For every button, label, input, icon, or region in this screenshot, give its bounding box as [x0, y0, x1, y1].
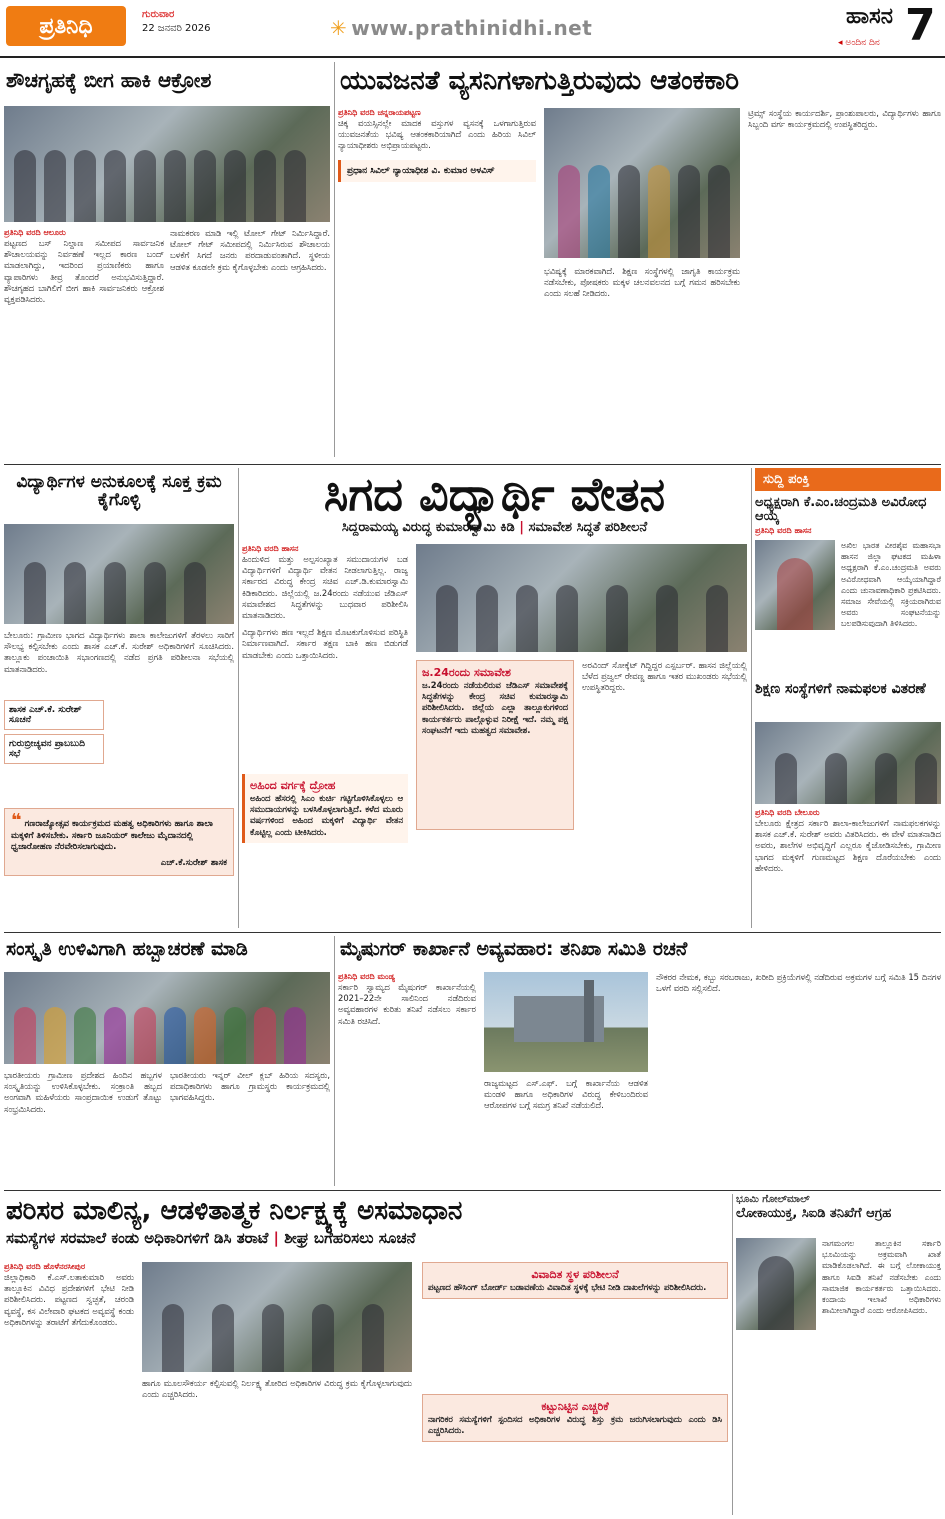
portrait-photo	[755, 540, 835, 630]
info-box-title: ಜ.24ರಂದು ಸಮಾವೇಶ	[422, 666, 511, 679]
story-kicker: ಭೂಮಿ ಗೋಲ್‌ಮಾಲ್	[736, 1194, 810, 1205]
story-headline[interactable]: ಸಂಸ್ಕೃತಿ ಉಳಿವಿಗಾಗಿ ಹಬ್ಬಾಚರಣೆ ಮಾಡಿ	[6, 938, 248, 960]
story-byline: ಪ್ರತಿನಿಧಿ ವರದಿ ಚನ್ನರಾಯಪಟ್ಟಣ	[338, 108, 421, 117]
story-subhead: ಸಮಸ್ಯೆಗಳ ಸರಮಾಲೆ ಕಂಡು ಅಧಿಕಾರಿಗಳಿಗೆ ಡಿಸಿ ತರಾಟೆ | ಶೀಘ್ರ ಬಗೆಹರಿಸಲು ಸೂಚನೆ	[6, 1229, 416, 1248]
story-student-convenience	[4, 468, 234, 928]
story-byline: ಪ್ರತಿನಿಧಿ ವರದಿ ಹೊಳೆನರಸೀಪುರ	[4, 1262, 86, 1271]
story-body: ಪಟ್ಟಣದ ಬಸ್ ನಿಲ್ದಾಣ ಸಮೀಪದ ಸಾರ್ವಜನಿಕ ಶೌಚಾಲಯವನ್ನು ನಿರ್ವಹಣೆ ಇಲ್ಲದ ಕಾರಣ ಬಂದ್ ಮಾಡಲಾಗಿದ್ದು, ಇದರಿಂದ ಪ್ರಯಾಣಿಕರು ಹಾಗೂ ವ್ಯಾಪಾರಿಗಳು ತೀವ್ರ ತೊಂದರೆ ಅನುಭವಿಸುತ್ತಿದ್ದಾರೆ. ಶೌಚಗೃಹದ ಬಾಗಿಲಿಗೆ ಬೀಗ ಹಾಕಿ ಸಾರ್ವಜನಿಕರು ಆಕ್ರೋಶ ವ್ಯಕ್ತಪಡಿಸಿದರು.	[4, 238, 164, 305]
story-body: ರಾಜ್ಯಮಟ್ಟದ ಎಸ್.ಎಫ್. ಬಗ್ಗೆ ಕಾರ್ಖಾನೆಯ ಆಡಳಿತ ಮಂಡಳಿ ಹಾಗೂ ಅಧಿಕಾರಿಗಳ ವಿರುದ್ಧ ಕೇಳಿಬಂದಿರುವ ಆರೋಪಗಳ ಬಗ್ಗೆ ಸಮಗ್ರ ತನಿಖೆ ನಡೆಯಲಿದೆ.	[484, 1078, 648, 1111]
subhead-right: ಶೀಘ್ರ ಬಗೆಹರಿಸಲು ಸೂಚನೆ	[284, 1229, 416, 1248]
info-box	[416, 660, 574, 830]
issue-date-text: 22 ಜನವರಿ 2026	[142, 23, 211, 34]
story-body: ಹಾಗೂ ಮೂಲಸೌಕರ್ಯ ಕಲ್ಪಿಸುವಲ್ಲಿ ನಿರ್ಲಕ್ಷ್ಯ ತೋರಿದ ಅಧಿಕಾರಿಗಳ ವಿರುದ್ಧ ಕ್ರಮ ಕೈಗೊಳ್ಳಲಾಗುವುದು ಎಂದು ಎಚ್ಚರಿಸಿದರು.	[142, 1378, 412, 1400]
star-icon: ✳	[330, 16, 348, 40]
pull-quote-text: ಪ್ರಧಾನ ಸಿವಿಲ್ ನ್ಯಾಯಾಧೀಶ ವಿ. ಕುಮಾರ ಅಳವಿಸ್	[347, 165, 495, 176]
highlight-body: ಅಹಿಂದ ಹೆಸರಲ್ಲಿ ಸಿಎಂ ಕುರ್ಚಿ ಗಟ್ಟಿಗೊಳಿಸಿಕೊಳ್ಳಲು ಆ ಸಮುದಾಯಗಳನ್ನು ಬಳಸಿಕೊಳ್ಳಲಾಗುತ್ತಿದೆ. ಕಳೆದ ಮೂರು ವರ್ಷಗಳಿಂದ ಅಹಿಂದ ಮಕ್ಕಳಿಗೆ ವಿದ್ಯಾರ್ಥಿ ವೇತನ ಕೊಟ್ಟಿಲ್ಲ ಎಂದು ಟೀಕಿಸಿದರು.	[250, 793, 403, 837]
warning-box-body: ನಾಗರಿಕರ ಸಮಸ್ಯೆಗಳಿಗೆ ಸ್ಪಂದಿಸದ ಅಧಿಕಾರಿಗಳ ವಿರುದ್ಧ ಶಿಸ್ತು ಕ್ರಮ ಜರುಗಿಸಲಾಗುವುದು ಎಂದು ಡಿಸಿ ಎಚ್ಚರಿಸಿದರು.	[428, 1414, 722, 1436]
meeting-photo	[4, 524, 234, 624]
story-body: ಟ್ರಿಮ್ಸ್ ಸಂಸ್ಥೆಯ ಕಾರ್ಯದರ್ಶಿ, ಪ್ರಾಂಶುಪಾಲರು, ವಿದ್ಯಾರ್ಥಿಗಳು ಹಾಗೂ ಸಿಬ್ಬಂದಿ ವರ್ಗ ಕಾರ್ಯಕ್ರಮದಲ್ಲಿ ಉಪಸ್ಥಿತರಿದ್ದರು.	[748, 108, 941, 130]
story-body: ನೌಕರರ ನೇಮಕ, ಕಬ್ಬು ಸರಬರಾಜು, ಖರೀದಿ ಪ್ರಕ್ರಿಯೆಗಳಲ್ಲಿ ನಡೆದಿರುವ ಅಕ್ರಮಗಳ ಬಗ್ಗೆ ಸಮಿತಿ 15 ದಿನಗಳ ಒಳಗೆ ವರದಿ ಸಲ್ಲಿಸಲಿದೆ.	[656, 972, 941, 994]
quote-item: ಗುರುಬ್ರೀಚ್ಯವನ ಪ್ರಾಬಬುದಿ ಸಭೆ	[4, 734, 104, 764]
highlight-box	[242, 774, 408, 843]
story-byline: ಪ್ರತಿನಿಧಿ ವರದಿ ಹಾಸನ	[242, 544, 299, 553]
info-box	[422, 1262, 728, 1299]
warning-box	[422, 1394, 728, 1442]
event-photo	[544, 108, 740, 258]
story-headline[interactable]: ಯುವಜನತೆ ವ್ಯಸನಿಗಳಾಗುತ್ತಿರುವುದು ಆತಂಕಕಾರಿ	[340, 66, 739, 96]
website-url-text[interactable]: www.prathinidhi.net	[351, 16, 593, 40]
story-festival	[4, 936, 330, 1186]
quote-list	[4, 700, 104, 764]
edition-label-text: ಅಂದಿನ ದಿನ	[845, 38, 880, 48]
story-headline[interactable]: ಶಿಕ್ಷಣ ಸಂಸ್ಥೆಗಳಿಗೆ ನಾಮಫಲಕ ವಿತರಣೆ	[755, 681, 926, 697]
page-number: 7	[905, 0, 936, 51]
story-body: ಅಖಿಲ ಭಾರತ ವೀರಶೈವ ಮಹಾಸಭಾ ಹಾಸನ ಜಿಲ್ಲಾ ಘಟಕದ ಮಹಿಳಾ ಅಧ್ಯಕ್ಷರಾಗಿ ಕೆ.ಎಂ.ಚಂದ್ರಮತಿ ಅವರು ಅವಿರೋಧವಾಗಿ ಆಯ್ಕೆಯಾಗಿದ್ದಾರೆ ಎಂದು ಚುನಾವಣಾಧಿಕಾರಿ ಪ್ರಕಟಿಸಿದರು. ಸಮಾಜ ಸೇವೆಯಲ್ಲಿ ಸಕ್ರಿಯರಾಗಿರುವ ಅವರು ಸಂಘಟನೆಯನ್ನು ಬಲಪಡಿಸುವುದಾಗಿ ತಿಳಿಸಿದರು.	[841, 541, 941, 629]
subhead-left: ಸಮಸ್ಯೆಗಳ ಸರಮಾಲೆ ಕಂಡು ಅಧಿಕಾರಿಗಳಿಗೆ ಡಿಸಿ ತರಾಟೆ	[6, 1229, 269, 1248]
story-body: ಸರ್ಕಾರಿ ಸ್ವಾಮ್ಯದ ಮೈಷುಗರ್ ಕಾರ್ಖಾನೆಯಲ್ಲಿ 2021–22ನೇ ಸಾಲಿನಿಂದ ನಡೆದಿರುವ ಅವ್ಯವಹಾರಗಳ ಕುರಿತು ತನಿಖೆ ನಡೆಸಲು ಸರ್ಕಾರ ಸಮಿತಿ ರಚಿಸಿದೆ.	[338, 982, 476, 1026]
leaders-photo	[416, 544, 747, 652]
quote-item: ಶಾಸಕ ಎಚ್.ಕೆ. ಸುರೇಶ್ ಸೂಚನೆ	[4, 700, 104, 730]
festival-photo	[4, 972, 330, 1064]
story-headline[interactable]: ವಿದ್ಯಾರ್ಥಿಗಳ ಅನುಕೂಲಕ್ಕೆ ಸೂಕ್ತ ಕ್ರಮ ಕೈಗೊಳ್ಳಿ	[16, 472, 222, 510]
inspection-photo	[142, 1262, 412, 1372]
subhead-right: ಸಮಾವೇಶ ಸಿದ್ಧತೆ ಪರಿಶೀಲನೆ	[528, 520, 648, 536]
story-body: ಜಿಲ್ಲಾಧಿಕಾರಿ ಕೆ.ಎಸ್.ಲತಾಕುಮಾರಿ ಅವರು ತಾಲ್ಲೂಕಿನ ವಿವಿಧ ಪ್ರದೇಶಗಳಿಗೆ ಭೇಟಿ ನೀಡಿ ಪರಿಶೀಲಿಸಿದರು. ಪಟ್ಟಣದ ಸ್ವಚ್ಛತೆ, ಚರಂಡಿ ವ್ಯವಸ್ಥೆ, ಕಸ ವಿಲೇವಾರಿ ಘಟಕದ ಅವ್ಯವಸ್ಥೆ ಕಂಡು ಅಧಿಕಾರಿಗಳನ್ನು ತರಾಟೆಗೆ ತೆಗೆದುಕೊಂಡರು.	[4, 1272, 134, 1327]
story-headline[interactable]: ಶೌಚಗೃಹಕ್ಕೆ ಬೀಗ ಹಾಕಿ ಆಕ್ರೋಶ	[6, 68, 212, 92]
story-body: ಭಾರತೀಯರು ಇನ್ನರ್ ವೀಲ್ ಕ್ಲಬ್ ಹಿರಿಯ ಸದಸ್ಯರು, ಪದಾಧಿಕಾರಿಗಳು ಹಾಗೂ ಗ್ರಾಮಸ್ಥರು ಕಾರ್ಯಕ್ರಮದಲ್ಲಿ ಭಾಗವಹಿಸಿದ್ದರು.	[170, 1070, 330, 1103]
quote-text: ಗಣರಾಜ್ಯೋತ್ಸವ ಕಾರ್ಯಕ್ರಮದ ಮಹತ್ವ ಅಧಿಕಾರಿಗಳು ಹಾಗೂ ಶಾಲಾ ಮಕ್ಕಳಿಗೆ ತಿಳಿಸಬೇಕು. ಸರ್ಕಾರಿ ಜೂನಿಯರ್ ಕಾಲೇಜು ಮೈದಾನದಲ್ಲಿ ಧ್ವಜಾರೋಹಣ ನೆರವೇರಿಸಲಾಗುವುದು.	[11, 819, 213, 852]
story-headline[interactable]: ಅಧ್ಯಕ್ಷರಾಗಿ ಕೆ.ಎಂ.ಚಂದ್ರಮತಿ ಅವಿರೋಧ ಆಯ್ಕೆ	[755, 495, 927, 524]
story-body: ವಿದ್ಯಾರ್ಥಿಗಳು ಹಣ ಇಲ್ಲದೆ ಶಿಕ್ಷಣ ಮೊಟಕುಗೊಳಿಸುವ ಪರಿಸ್ಥಿತಿ ನಿರ್ಮಾಣವಾಗಿದೆ. ಸರ್ಕಾರ ತಕ್ಷಣ ಬಾಕಿ ಹಣ ಬಿಡುಗಡೆ ಮಾಡಬೇಕು ಎಂದು ಒತ್ತಾಯಿಸಿದರು.	[242, 627, 408, 660]
subhead-left: ಸಿದ್ದರಾಮಯ್ಯ ವಿರುದ್ಧ ಕುಮಾರಸ್ವಾಮಿ ಕಿಡಿ	[341, 520, 515, 536]
quote-mark-icon: ❝	[11, 810, 22, 831]
story-scholarship	[242, 468, 747, 928]
issue-day: ಗುರುವಾರ	[142, 9, 175, 20]
story-body: ಅರವಿಂದ್ ಸೋಕ್ಕೆಟ್ ಗಿದ್ದಿದ್ದರ ಎಸ್ಪರ್ಬರ್. ಹಾಸನ ಜಿಲ್ಲೆಯಲ್ಲಿ ಬೆಳೆದ ಪ್ರಜ್ವಲ್ ರೇವಣ್ಣ ಹಾಗೂ ಇತರ ಮುಖಂಡರು ಸಭೆಯಲ್ಲಿ ಉಪಸ್ಥಿತರಿದ್ದರು.	[582, 660, 747, 693]
story-body: ಭವಿಷ್ಯಕ್ಕೆ ಮಾರಕವಾಗಿದೆ. ಶಿಕ್ಷಣ ಸಂಸ್ಥೆಗಳಲ್ಲಿ ಜಾಗೃತಿ ಕಾರ್ಯಕ್ರಮ ನಡೆಸಬೇಕು, ಪೋಷಕರು ಮಕ್ಕಳ ಚಲನವಲನದ ಬಗ್ಗೆ ಗಮನ ಹರಿಸಬೇಕು ಎಂದು ಸಲಹೆ ನೀಡಿದರು.	[544, 266, 740, 299]
story-byline: ಪ್ರತಿನಿಧಿ ವರದಿ ಆಲೂರು	[4, 228, 66, 237]
story-byline: ಪ್ರತಿನಿಧಿ ವರದಿ ಬೇಲೂರು	[755, 808, 820, 817]
warning-box-title: ಕಟ್ಟುನಿಟ್ಟಿನ ಎಚ್ಚರಿಕೆ	[541, 1400, 609, 1413]
issue-date	[142, 8, 211, 36]
story-byline: ಪ್ರತಿನಿಧಿ ವರದಿ ಹಾಸನ	[755, 526, 812, 536]
news-column	[755, 468, 941, 928]
story-body: ನಾಗಮಂಗಲ ತಾಲ್ಲೂಕಿನ ಸರ್ಕಾರಿ ಭೂಮಿಯನ್ನು ಅಕ್ರಮವಾಗಿ ಖಾತೆ ಮಾಡಿಕೊಡಲಾಗಿದೆ. ಈ ಬಗ್ಗೆ ಲೋಕಾಯುಕ್ತ ಹಾಗೂ ಸಿಐಡಿ ತನಿಖೆ ನಡೆಸಬೇಕು ಎಂದು ಸಾಮಾಜಿಕ ಕಾರ್ಯಕರ್ತರು ಒತ್ತಾಯಿಸಿದರು. ಕಂದಾಯ ಇಲಾಖೆ ಅಧಿಕಾರಿಗಳು ಶಾಮೀಲಾಗಿದ್ದಾರೆ ಎಂದು ಆರೋಪಿಸಿದರು.	[822, 1239, 941, 1316]
info-box-title: ವಿವಾದಿತ ಸ್ಥಳ ಪರಿಶೀಲನೆ	[531, 1268, 619, 1281]
section-tag[interactable]: ಸುದ್ದಿ ಪಂಕ್ತಿ	[755, 468, 941, 491]
website-url[interactable]	[330, 16, 592, 40]
story-body: ಭಾರತೀಯರು ಗ್ರಾಮೀಣ ಪ್ರದೇಶದ ಹಿಂದಿನ ಹಬ್ಬಗಳ ಸಂಸ್ಕೃತಿಯನ್ನು ಉಳಿಸಿಕೊಳ್ಳಬೇಕು. ಸಂಕ್ರಾಂತಿ ಹಬ್ಬದ ಅಂಗವಾಗಿ ಮಹಿಳೆಯರು ಸಾಂಪ್ರದಾಯಿಕ ಉಡುಗೆ ತೊಟ್ಟು ಸಂಭ್ರಮಿಸಿದರು.	[4, 1070, 162, 1114]
distribution-photo	[755, 722, 941, 804]
portrait-photo	[736, 1238, 816, 1330]
masthead	[0, 0, 945, 58]
story-toilet-lock	[4, 62, 330, 462]
story-headline[interactable]: ಲೋಕಾಯುಕ್ತ, ಸಿಐಡಿ ತನಿಖೆಗೆ ಆಗ್ರಹ	[736, 1206, 892, 1221]
factory-photo	[484, 972, 648, 1072]
story-byline: ಪ್ರತಿನಿಧಿ ವರದಿ ಮಂಡ್ಯ	[338, 972, 395, 981]
protest-photo	[4, 106, 330, 222]
story-pollution	[4, 1194, 728, 1515]
story-land-scam	[736, 1194, 941, 1515]
info-box-body: ಪಟ್ಟಣದ ಹೌಸಿಂಗ್ ಬೋರ್ಡ್ ಬಡಾವಣೆಯ ವಿವಾದಿತ ಸ್ಥಳಕ್ಕೆ ಭೇಟಿ ನೀಡಿ ದಾಖಲೆಗಳನ್ನು ಪರಿಶೀಲಿಸಿದರು.	[428, 1282, 707, 1292]
story-headline[interactable]: ಸಿಗದ ವಿದ್ಯಾರ್ಥಿ ವೇತನ	[323, 468, 666, 521]
story-body: ನಾಮಕರಣ ಮಾಡಿ ಇಲ್ಲಿ ಟೋಲ್ ಗೇಟ್ ನಿರ್ಮಿಸಿದ್ದಾರೆ. ಟೋಲ್ ಗೇಟ್ ಸಮೀಪದಲ್ಲಿ ನಿರ್ಮಿಸಿರುವ ಶೌಚಾಲಯ ಬಳಕೆಗೆ ಸಿಗದೆ ಜನರು ಪರದಾಡುವಂತಾಗಿದೆ. ಸ್ಥಳೀಯ ಆಡಳಿತ ಕೂಡಲೇ ಕ್ರಮ ಕೈಗೊಳ್ಳಬೇಕು ಎಂದು ಆಗ್ರಹಿಸಿದರು.	[170, 228, 330, 272]
pull-quote	[338, 160, 536, 182]
story-body: ಬೇಲೂರು: ಗ್ರಾಮೀಣ ಭಾಗದ ವಿದ್ಯಾರ್ಥಿಗಳು ಶಾಲಾ ಕಾಲೇಜುಗಳಿಗೆ ತೆರಳಲು ಸಾರಿಗೆ ಸೌಲಭ್ಯ ಕಲ್ಪಿಸಬೇಕು ಎಂದು ಶಾಸಕ ಎಚ್.ಕೆ. ಸುರೇಶ್ ಅಧಿಕಾರಿಗಳಿಗೆ ಸೂಚಿಸಿದರು. ತಾಲ್ಲೂಕು ಪಂಚಾಯಿತಿ ಸಭಾಂಗಣದಲ್ಲಿ ನಡೆದ ಪ್ರಗತಿ ಪರಿಶೀಲನಾ ಸಭೆಯಲ್ಲಿ ಮಾತನಾಡಿದರು.	[4, 630, 234, 674]
story-mysugar	[338, 936, 941, 1186]
edition-label: ◂ ಅಂದಿನ ದಿನ	[838, 38, 880, 48]
story-headline[interactable]: ಪರಿಸರ ಮಾಲಿನ್ಯ, ಆಡಳಿತಾತ್ಮಕ ನಿರ್ಲಕ್ಷ್ಯಕ್ಕೆ ಅಸಮಾಧಾನ	[6, 1196, 463, 1226]
story-body: ಚಿಕ್ಕ ವಯಸ್ಸಿನಲ್ಲೇ ಮಾದಕ ವಸ್ತುಗಳ ವ್ಯಸನಕ್ಕೆ ಒಳಗಾಗುತ್ತಿರುವ ಯುವಜನತೆಯ ಭವಿಷ್ಯ ಆತಂಕಕಾರಿಯಾಗಿದೆ ಎಂದು ಹಿರಿಯ ಸಿವಿಲ್ ನ್ಯಾಯಾಧೀಶರು ಅಭಿಪ್ರಾಯಪಟ್ಟರು.	[338, 118, 536, 151]
story-body: ಹಿಂದುಳಿದ ಮತ್ತು ಅಲ್ಪಸಂಖ್ಯಾತ ಸಮುದಾಯಗಳ ಬಡ ವಿದ್ಯಾರ್ಥಿಗಳಿಗೆ ವಿದ್ಯಾರ್ಥಿ ವೇತನ ನೀಡಲಾಗುತ್ತಿಲ್ಲ. ರಾಜ್ಯ ಸರ್ಕಾರದ ವಿರುದ್ಧ ಕೇಂದ್ರ ಸಚಿವ ಎಚ್.ಡಿ.ಕುಮಾರಸ್ವಾಮಿ ಕಿಡಿಕಾರಿದರು. ಜಿಲ್ಲೆಯಲ್ಲಿ ಜ.24ರಂದು ನಡೆಯುವ ಜೆಡಿಎಸ್ ಸಮಾವೇಶದ ಸಿದ್ಧತೆಗಳನ್ನು ಬುಧವಾರ ಪರಿಶೀಲಿಸಿ ಮಾತನಾಡಿದರು.	[242, 554, 408, 621]
highlight-title: ಅಹಿಂದ ವರ್ಗಕ್ಕೆ ದ್ರೋಹ	[250, 779, 336, 792]
story-youth-addiction	[338, 62, 941, 462]
newspaper-logo[interactable]: ಪ್ರತಿನಿಧಿ	[6, 6, 126, 46]
story-body: ಬೇಲೂರು ಕ್ಷೇತ್ರದ ಸರ್ಕಾರಿ ಶಾಲಾ-ಕಾಲೇಜುಗಳಿಗೆ ನಾಮಫಲಕಗಳನ್ನು ಶಾಸಕ ಎಚ್.ಕೆ. ಸುರೇಶ್ ಅವರು ವಿತರಿಸಿದರು. ಈ ವೇಳೆ ಮಾತನಾಡಿದ ಅವರು, ಶಾಲೆಗಳ ಅಭಿವೃದ್ಧಿಗೆ ಎಲ್ಲರೂ ಕೈಜೋಡಿಸಬೇಕು, ಗ್ರಾಮೀಣ ಭಾಗದ ಮಕ್ಕಳಿಗೆ ಗುಣಮಟ್ಟದ ಶಿಕ್ಷಣ ದೊರೆಯಬೇಕು ಎಂದು ಹೇಳಿದರು.	[755, 818, 941, 873]
edition-city: ಹಾಸನ	[846, 4, 893, 29]
quote-box	[4, 808, 234, 876]
info-box-body: ಜ.24ರಂದು ನಡೆಯಲಿರುವ ಜೆಡಿಎಸ್ ಸಮಾವೇಶಕ್ಕೆ ಸಿದ್ಧತೆಗಳನ್ನು ಕೇಂದ್ರ ಸಚಿವ ಕುಮಾರಸ್ವಾಮಿ ಪರಿಶೀಲಿಸಿದರು. ಜಿಲ್ಲೆಯ ಎಲ್ಲಾ ತಾಲ್ಲೂಕುಗಳಿಂದ ಕಾರ್ಯಕರ್ತರು ಪಾಲ್ಗೊಳ್ಳುವ ನಿರೀಕ್ಷೆ ಇದೆ. ನಮ್ಮ ಪಕ್ಷ ಸಂಘಟನೆಗೆ ಇದು ಮಹತ್ವದ ಸಮಾವೇಶ.	[422, 680, 568, 735]
quote-signature: ಎಚ್.ಕೆ.ಸುರೇಶ್ ಶಾಸಕ	[160, 857, 227, 868]
story-headline[interactable]: ಮೈಷುಗರ್ ಕಾರ್ಖಾನೆ ಅವ್ಯವಹಾರ: ತನಿಖಾ ಸಮಿತಿ ರಚನೆ	[340, 938, 688, 960]
story-subhead: ಸಿದ್ದರಾಮಯ್ಯ ವಿರುದ್ಧ ಕುಮಾರಸ್ವಾಮಿ ಕಿಡಿ | ಸಮಾವೇಶ ಸಿದ್ಧತೆ ಪರಿಶೀಲನೆ	[341, 520, 648, 536]
